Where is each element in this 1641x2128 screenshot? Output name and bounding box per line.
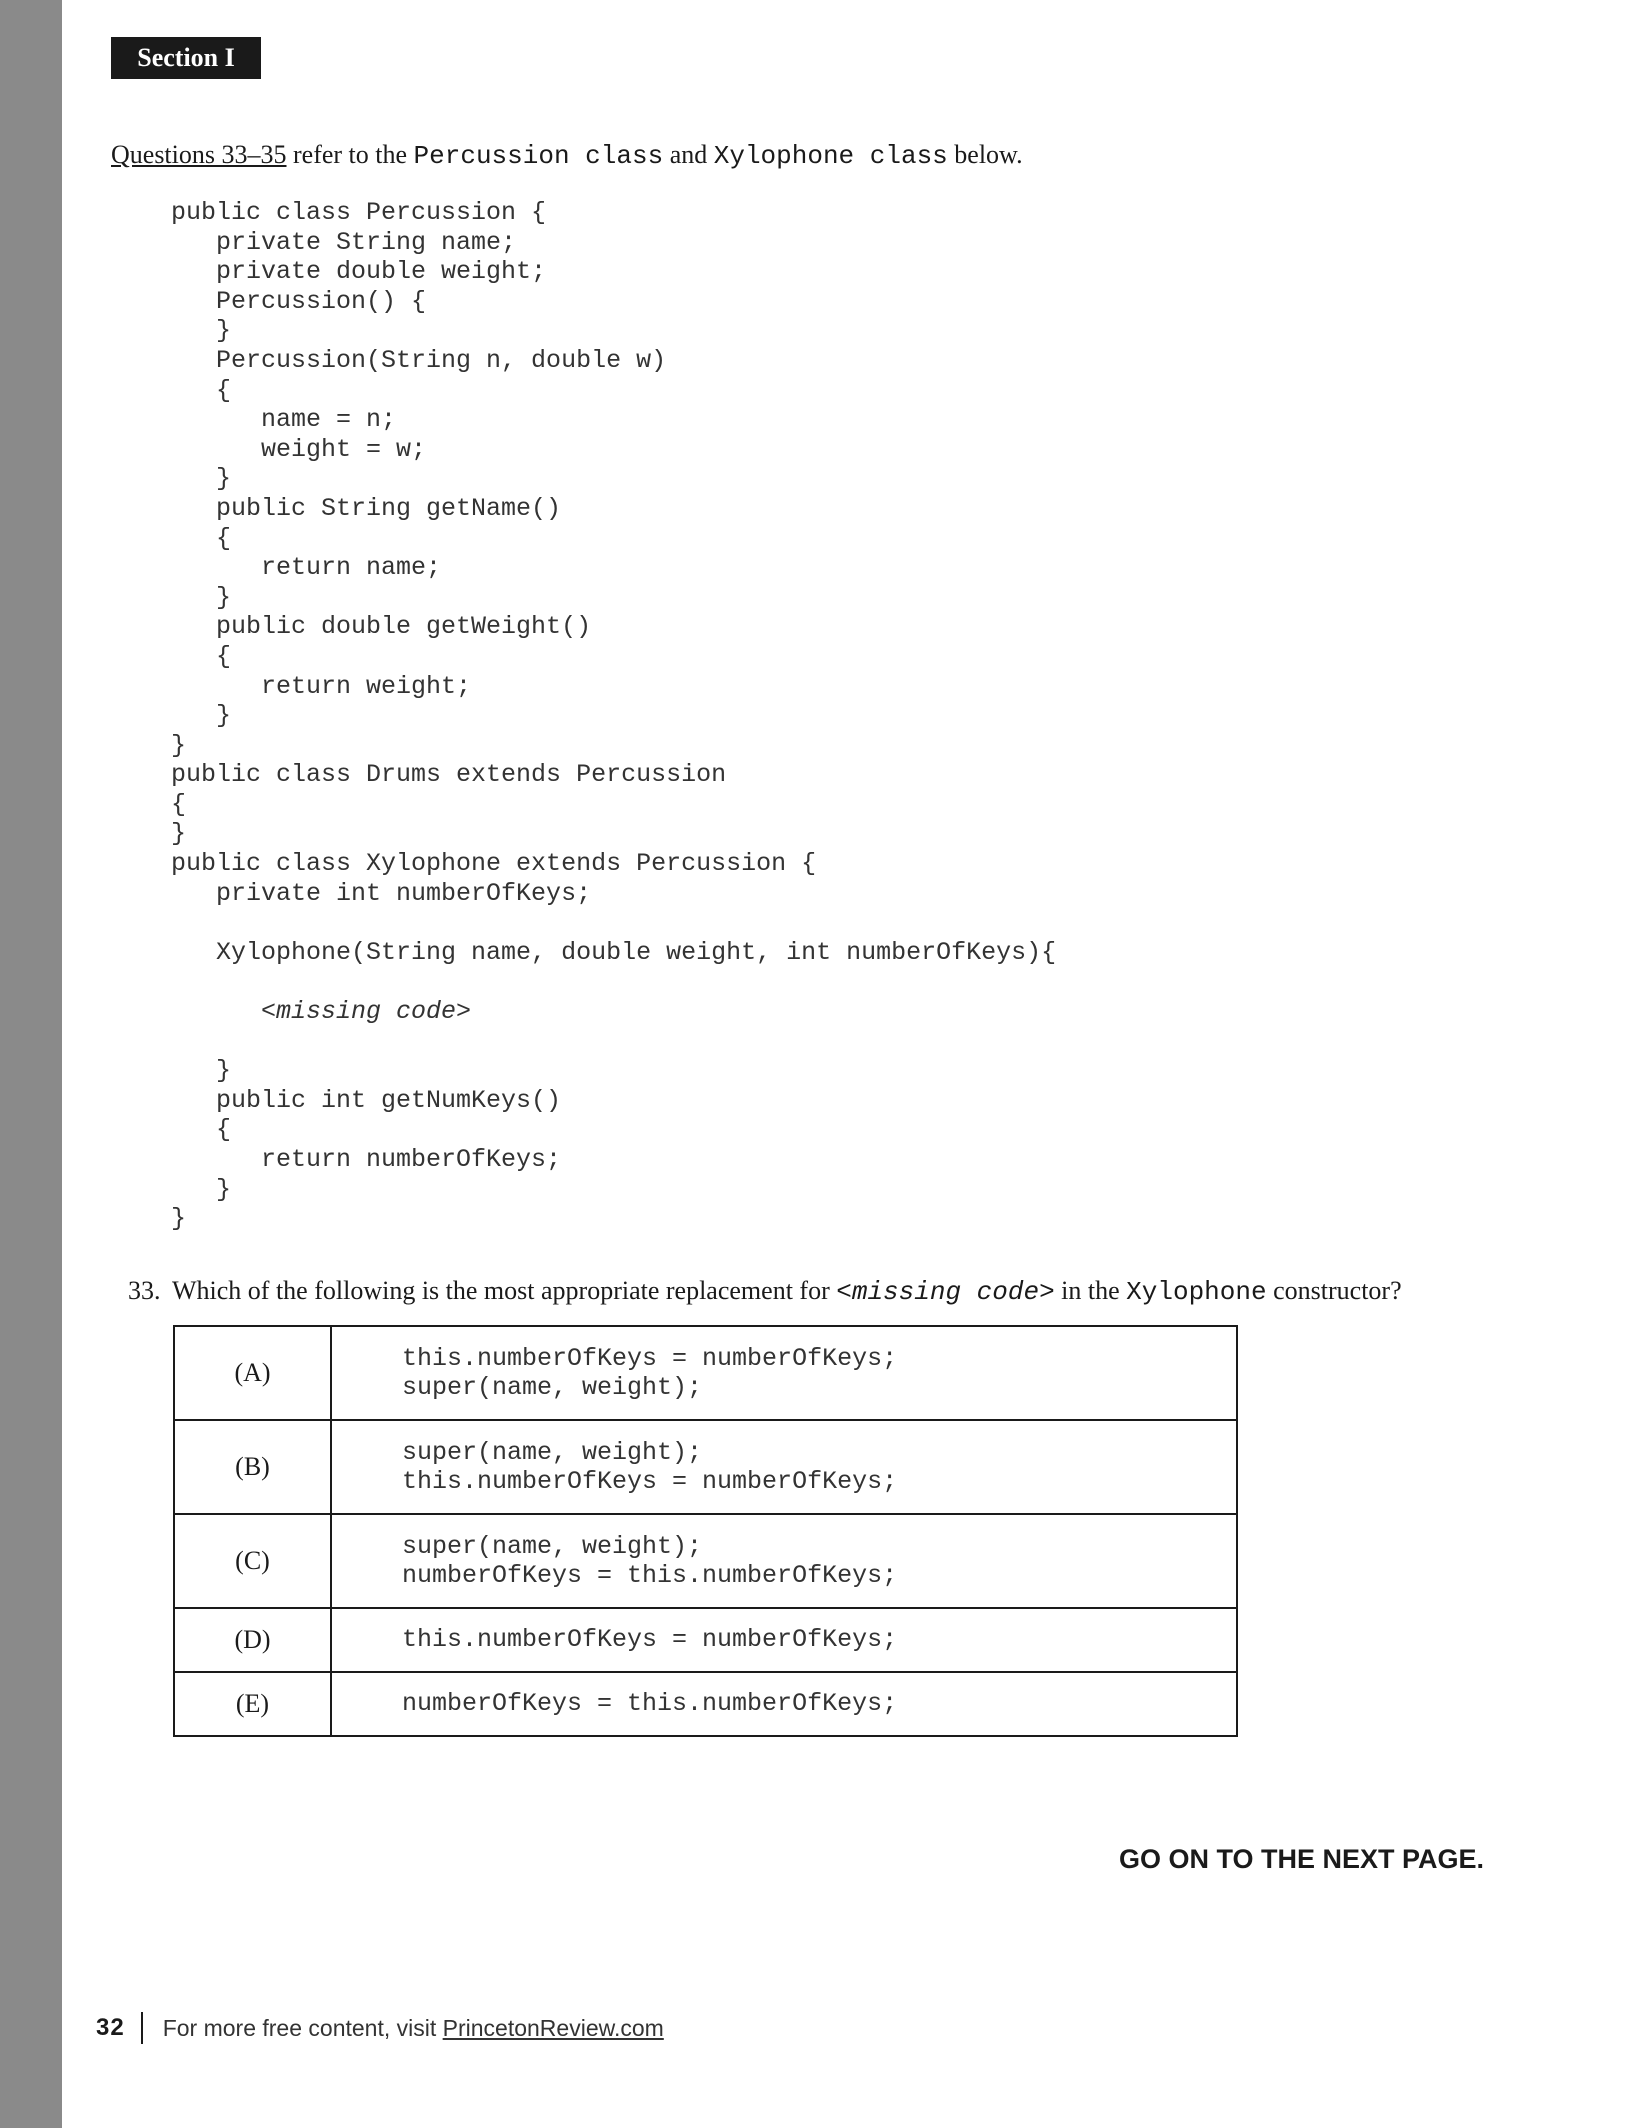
code-line: }	[171, 1174, 232, 1204]
code-line	[171, 967, 1056, 997]
code-line: public int getNumKeys()	[171, 1085, 562, 1115]
code-line: public double getWeight()	[171, 612, 592, 642]
code-line: return weight;	[171, 671, 472, 701]
code-line: {	[171, 523, 232, 553]
choice-code-line: this.numberOfKeys = numberOfKeys;	[402, 1343, 898, 1373]
choice-code-line: numberOfKeys = this.numberOfKeys;	[402, 1561, 898, 1590]
code-line: }	[171, 1056, 232, 1086]
question-text-2: in the	[1054, 1276, 1127, 1305]
question-text-1: Which of the following is the most appropriate replacement for	[172, 1276, 837, 1305]
footer-text-label: For more free content, visit	[162, 2014, 443, 2041]
question-33	[128, 1276, 1402, 1307]
code-line: {	[171, 641, 232, 671]
choice-row-a[interactable]	[174, 1326, 1237, 1420]
choice-label: (A)	[174, 1326, 331, 1420]
code-line: weight = w;	[171, 434, 427, 464]
go-on-next-page: GO ON TO THE NEXT PAGE.	[1119, 1844, 1485, 1874]
code-line: }	[171, 730, 187, 760]
choice-row-e[interactable]	[174, 1672, 1237, 1736]
choice-row-c[interactable]	[174, 1514, 1237, 1608]
code-line: <missing code>	[171, 997, 472, 1027]
footer-divider	[141, 2012, 143, 2044]
code-line: {	[171, 789, 187, 819]
footer-text	[163, 2015, 664, 2042]
choice-row-b[interactable]	[174, 1420, 1237, 1514]
code-line: return name;	[171, 553, 442, 583]
question-intro	[111, 140, 1023, 171]
code-line: private String name;	[171, 227, 517, 257]
choice-code	[331, 1608, 1237, 1672]
code-line: private int numberOfKeys;	[171, 878, 592, 908]
code-line: public class Xylophone extends Percussion {	[171, 849, 817, 879]
page-number: 32	[96, 2014, 125, 2041]
code-line: private double weight;	[171, 257, 547, 287]
choice-label: (C)	[174, 1514, 331, 1608]
intro-class-xylophone: Xylophone class	[713, 141, 948, 171]
code-line: Xylophone(String name, double weight, int numberOfKeys){	[171, 937, 1057, 967]
choice-code-line: this.numberOfKeys = numberOfKeys;	[402, 1625, 898, 1655]
code-line: }	[171, 316, 232, 346]
section-label: Section I	[111, 37, 261, 79]
choice-row-d[interactable]	[174, 1608, 1237, 1672]
choice-label: (D)	[174, 1608, 331, 1672]
code-line: public class Drums extends Percussion	[171, 760, 727, 790]
code-block	[171, 198, 1056, 1234]
choice-label: (E)	[174, 1672, 331, 1736]
code-line: }	[171, 582, 232, 612]
question-missing-code: <missing code>	[836, 1277, 1055, 1307]
code-line: }	[171, 701, 232, 731]
intro-class-percussion: Percussion class	[413, 141, 664, 171]
page-footer	[96, 2011, 664, 2045]
code-line	[171, 1027, 1056, 1057]
code-line: }	[171, 464, 232, 494]
code-line	[171, 908, 1056, 938]
choice-code	[331, 1514, 1237, 1608]
code-line: Percussion(String n, double w)	[171, 345, 667, 375]
choice-code-line: super(name, weight);	[402, 1437, 703, 1467]
code-line: name = n;	[171, 405, 397, 435]
code-line: {	[171, 1115, 232, 1145]
code-line: public String getName()	[171, 493, 562, 523]
code-line: return numberOfKeys;	[171, 1145, 562, 1174]
intro-text-3: below.	[947, 140, 1023, 169]
question-range: Questions 33–35	[111, 140, 287, 169]
answer-choices-table	[173, 1325, 1238, 1737]
choice-code-line: numberOfKeys = this.numberOfKeys;	[402, 1689, 898, 1719]
choice-label: (B)	[174, 1420, 331, 1514]
code-line: {	[171, 375, 232, 405]
question-text-3: constructor?	[1266, 1276, 1402, 1305]
choice-code-line: super(name, weight);	[402, 1373, 703, 1402]
intro-text-1: refer to the	[286, 140, 414, 169]
question-class-name: Xylophone	[1126, 1277, 1267, 1307]
choice-code	[331, 1326, 1237, 1420]
code-line: Percussion() {	[171, 286, 427, 316]
intro-text-2: and	[663, 140, 714, 169]
code-line: }	[171, 1204, 187, 1234]
choice-code	[331, 1420, 1237, 1514]
code-line: }	[171, 819, 187, 849]
code-line: public class Percussion {	[171, 198, 547, 227]
question-number: 33.	[128, 1276, 161, 1305]
choice-code-line: this.numberOfKeys = numberOfKeys;	[402, 1467, 898, 1496]
page-side-bar	[0, 0, 62, 2128]
footer-link[interactable]: PrincetonReview.com	[442, 2014, 664, 2041]
choice-code	[331, 1672, 1237, 1736]
choice-code-line: super(name, weight);	[402, 1531, 703, 1561]
